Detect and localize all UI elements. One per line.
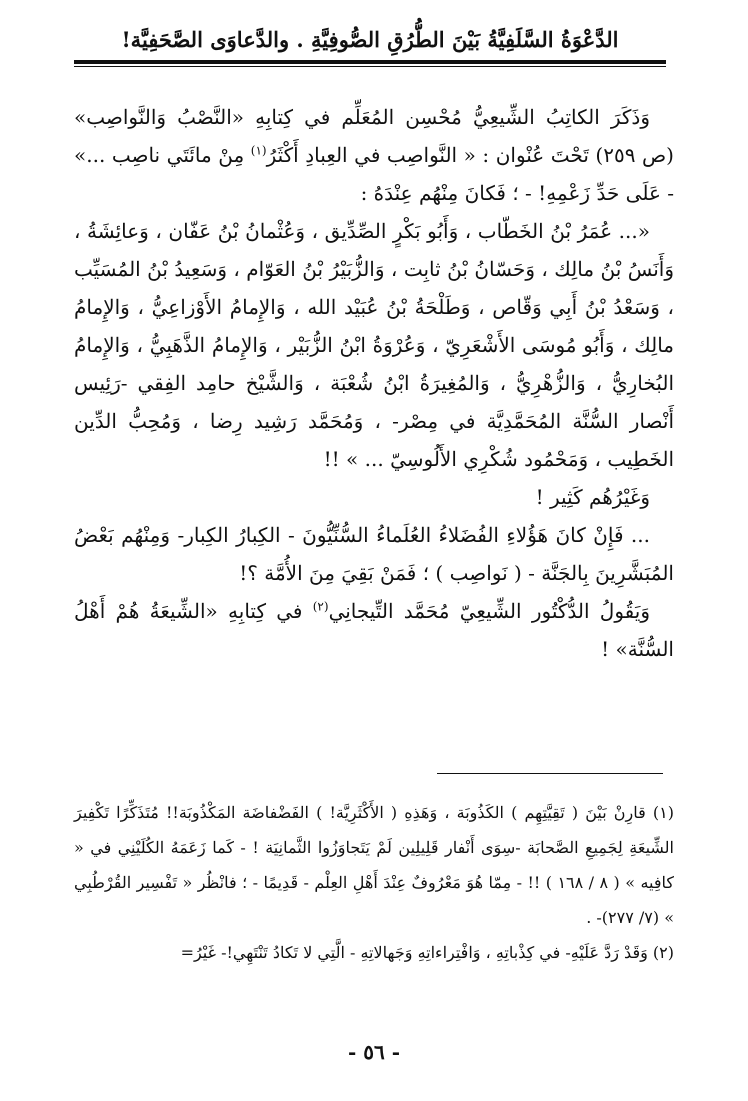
paragraph (74, 98, 674, 212)
paragraph-text: مِنْ مائَتَي ناصِب ...» - عَلَى حَدِّ زَعْمِهِ! - ؛ فَكانَ مِنْهُم عِنْدَهُ : (74, 143, 674, 205)
footnote: (١) قارِنْ بَيْنَ ( تَقِيَّتِهِم ) الكَذُوبَة ، وَهَذِهِ ( الأَكْثَرِيَّة! ) الفَضْفاضَة المَكْذُوبَة!! مُتَذَكِّرًا تَكْفِيرَ الشِّيعَةِ لِجَمِيعِ الصَّحابَة -سِوَى أَنْفار قَلِيلِين لَمْ يَتَجاوَزُوا الثَّمانِيَة ! - كَما زَعَمَهُ الكُلَيْنِي في « كافِيه » ( ٨ / ١٦٨ ) !! - مِمّا هُوَ مَعْرُوفٌ عِنْدَ أَهْلِ العِلْم - قَدِيمًا - ؛ فانْظُر « تَفْسِير القُرْطُبِي » (٧/ ٢٧٧)- . (74, 803, 675, 927)
header-rule (74, 60, 666, 67)
paragraph (74, 516, 674, 592)
main-text (74, 98, 674, 668)
footnote: (٢) وَقَدْ رَدَّ عَلَيْهِ- في كِذْباتِهِ ، وَافْتِراءاتِهِ وَجَهالاتِهِ - الَّتِي لا تَكادُ تَنْتَهِي!- غَيْرُ= (180, 943, 674, 962)
paragraph-text: في كِتابِهِ «الشِّيعَةُ هُمْ أَهْلُ السُّنَّة» ! (74, 599, 674, 661)
paragraph-text: ... فَإِنْ كانَ هَؤُلاءِ الفُضَلاءُ العُلَماءُ السُّنِّيُّونَ - الكِبارُ الكِبار- وَمِنْهُم بَعْضُ المُبَشَّرِينَ بِالجَنَّة - ( نَواصِب ) ؛ فَمَنْ بَقِيَ مِنَ الأُمَّة ؟! (74, 523, 674, 585)
page-number: - ٥٦ - (347, 1040, 400, 1064)
paragraph (74, 592, 674, 668)
paragraph-text: وَذَكَرَ الكاتِبُ الشِّيعِيُّ مُحْسِن المُعَلِّم في كِتابِهِ «النَّصْبُ وَالنَّواصِب» (ص ٢٥٩) تَحْتَ عُنْوان : « النَّواصِب في العِبادِ أَكْثَرُ (74, 105, 674, 167)
footnotes (74, 795, 674, 970)
running-header (74, 22, 666, 58)
header-title: الدَّعْوَةُ السَّلَفِيَّةُ بَيْنَ الطُّرُقِ الصُّوفِيَّةِ . والدَّعاوَى الصَّحَفِيَّة! (121, 27, 619, 52)
footnote-marker: (٢) (312, 599, 329, 614)
paragraph (74, 212, 674, 478)
paragraph-text: «... عُمَرُ بْنُ الخَطّاب ، وَأَبُو بَكْرٍ الصِّدِّيق ، وَعُثْمانُ بْنُ عَفّان ، وَعائِشَةُ ، وَأَنَسُ بْنُ مالِك ، وَحَسّانُ بْنُ ثابِت ، وَالزُّبَيْرُ بْنُ العَوّام ، وَسَعِيدُ بْنُ المُسَيِّب ، وَسَعْدُ بْنُ أَبِي وَقّاص ، وَطَلْحَةُ بْنُ عُبَيْد الله ، وَالإِمامُ الأَوْزاعِيُّ ، وَالإِمامُ مالِك ، وَأَبُو مُوسَى الأَشْعَرِيّ ، وَعُرْوَةُ ابْنُ الزُّبَيْر ، وَالإِمامُ الذَّهَبِيُّ ، وَالإِمامُ البُخارِيُّ ، وَالزُّهْرِيُّ ، وَالمُغِيرَةُ ابْنُ شُعْبَة ، وَالشَّيْخ حامِد الفِقي -رَئِيس أَنْصار السُّنَّة المُحَمَّدِيَّة في مِصْر- ، وَمُحَمَّد رَشِيد رِضا ، وَمُحِبُّ الدِّين الخَطِيب ، وَمَحْمُود شُكْرِي الأَلُوسِيّ ... » !! (74, 219, 674, 471)
paragraph-text: وَغَيْرُهُم كَثِير ! (535, 485, 650, 509)
paragraph (74, 478, 674, 516)
paragraph-text: وَيَقُولُ الدُّكْتُور الشِّيعِيّ مُحَمَّد التِّيجانِي (328, 599, 651, 623)
footnote-marker: (١) (250, 143, 267, 158)
footnote-separator (437, 773, 663, 774)
